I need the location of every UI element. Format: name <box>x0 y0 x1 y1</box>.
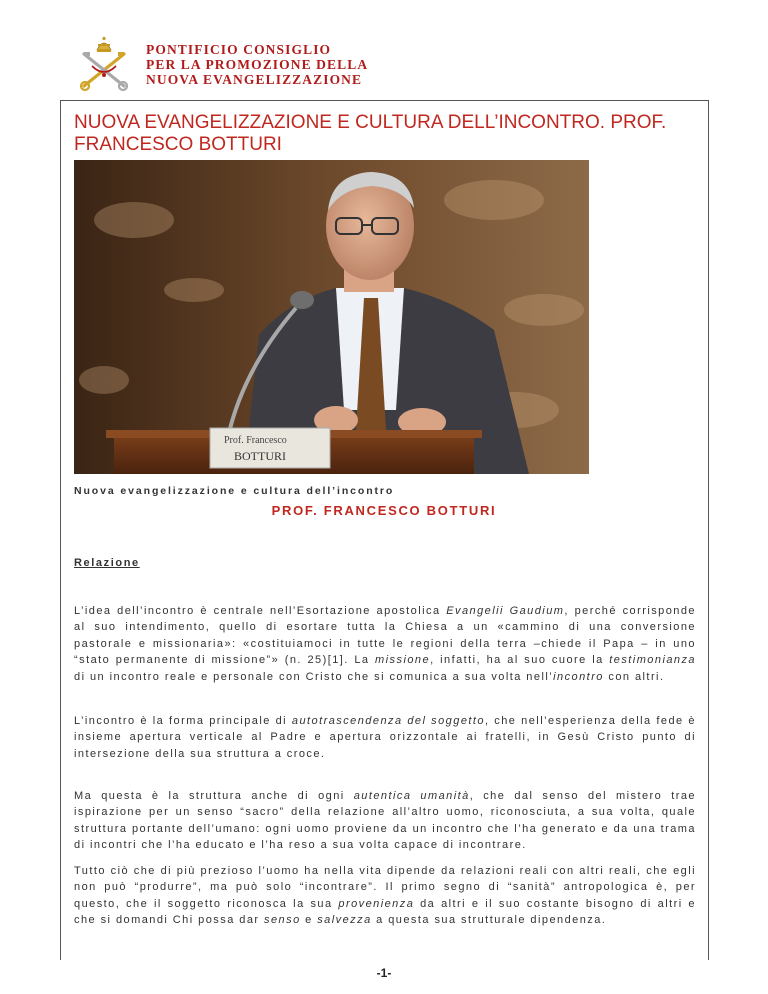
p1-italic: testimonianza <box>609 654 696 667</box>
p4-text: da altri e il suo costante bisogno di altri e che si domandi Chi possa dar <box>74 897 696 927</box>
p1-text: , infatti, ha al suo cuore la <box>430 654 610 667</box>
paragraph-3 <box>74 788 696 854</box>
paragraph-2 <box>74 713 696 762</box>
section-label: Relazione <box>74 557 140 569</box>
p3-italic: autentica umanità <box>353 790 470 802</box>
p4-italic: senso <box>264 914 301 927</box>
nameplate-line-2: BOTTURI <box>234 449 286 463</box>
papal-coat-of-arms-icon <box>78 36 130 92</box>
p3-text: Ma questa è la struttura anche di ogni <box>74 790 354 802</box>
article-caption: Nuova evangelizzazione e cultura dell’incontro <box>74 485 395 497</box>
org-name-line-2: PER LA PROMOZIONE DELLA <box>146 56 369 72</box>
p2-text: , che nell’esperienza della fede è insieme apertura verticale al Padre e apertura orizzontale ai fratelli, in Gesù Cristo punto di intersezione della sua struttura a croce. <box>74 715 696 760</box>
org-name-line-1: PONTIFICIO CONSIGLIO <box>146 41 332 57</box>
p3-text: , che dal senso del mistero trae ispirazione per un senso “sacro” della relazione all’altro uomo, riconosciuta, a sua volta, quale struttura portante dell’umano: ogni uomo proviene da un incontro che l’ha generato e da una trama di incontri che l’ha educato e l’ha reso a sua volta capace di incontrare. <box>74 790 696 852</box>
p2-text: L’incontro è la forma principale di <box>74 715 292 727</box>
p4-italic: salvezza <box>317 914 372 927</box>
p1-italic: missione <box>375 654 431 667</box>
p1-italic: Evangelii Gaudium <box>446 605 565 617</box>
p1-text: , perché corrisponde al suo intendimento, quello di esortare tutta la Chiesa a un «cammino di una conversione pastorale e missionaria»: «costituiamoci in tutte le regioni della terra –chiede il Papa – in uno “stato permanente di missione”» (n. 25)[1]. La <box>74 605 697 667</box>
p1-italic: incontro <box>553 670 604 683</box>
p4-text: a questa sua strutturale dipendenza. <box>371 914 607 927</box>
page-header <box>78 36 368 92</box>
org-name-line-3: NUOVA EVANGELIZZAZIONE <box>146 71 363 87</box>
nameplate-line-1: Prof. Francesco <box>224 435 287 446</box>
speaker-photo <box>74 160 589 474</box>
p1-text: di un incontro reale e personale con Cristo che si comunica a sua volta nell’ <box>74 670 554 683</box>
page-number: -1- <box>376 966 392 980</box>
organization-name <box>146 42 368 87</box>
p1-text: L’idea dell’incontro è centrale nell’Esortazione apostolica <box>74 605 447 617</box>
p1-text: con altri. <box>603 670 665 683</box>
p2-italic: autotrascendenza del soggetto <box>291 715 485 727</box>
p4-text: Tutto ciò che di più prezioso l’uomo ha nella vita dipende da relazioni reali con altri reali, che egli non può “produrre”, ma può solo “incontrare”. Il primo segno di “sanità” antropologica è, per questo, che il soggetto riconosca la sua <box>74 865 696 910</box>
author-subtitle: PROF. FRANCESCO BOTTURI <box>271 503 497 518</box>
p4-italic: provenienza <box>338 897 415 910</box>
paragraph-1 <box>74 603 696 685</box>
p4-text: e <box>300 914 318 927</box>
article-title: NUOVA EVANGELIZZAZIONE E CULTURA DELL’INCONTRO. PROF. FRANCESCO BOTTURI <box>74 112 667 155</box>
paragraph-4 <box>74 863 696 929</box>
podium-nameplate <box>210 428 330 468</box>
